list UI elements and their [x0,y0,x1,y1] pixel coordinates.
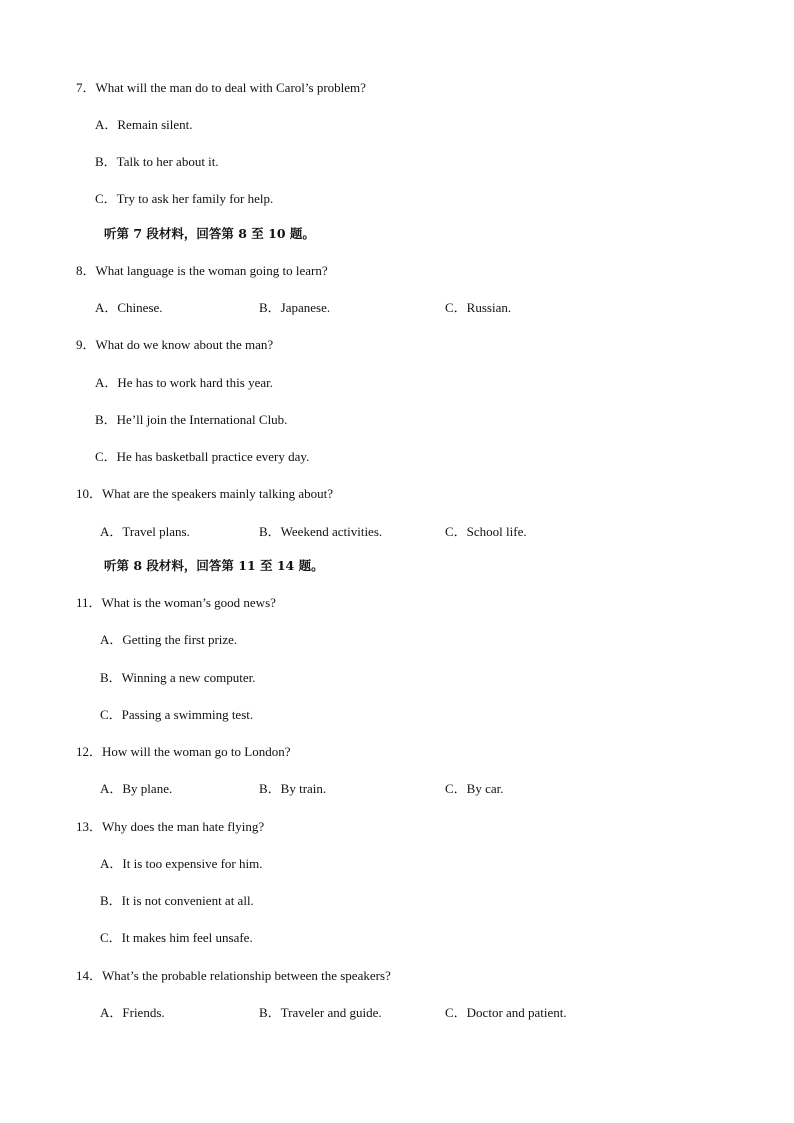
question-14-option-b: B．Traveler and guide. [259,1005,382,1020]
question-9-option-b: B．He’ll join the International Club. [95,412,288,427]
question-13: 13．Why does the man hate flying? [76,819,265,834]
question-8-option-b: B．Japanese. [259,300,331,315]
question-12-option-b: B．By train. [259,781,327,796]
question-8: 8．What language is the woman going to learn? [76,263,328,278]
section-heading-7: 听第 7 段材料，回答第 8 至 10 题。 [104,226,315,241]
question-10-option-a: A．Travel plans. [100,524,190,539]
question-11-option-a: A．Getting the first prize. [100,632,238,647]
question-14-option-a: A．Friends. [100,1005,165,1020]
question-14: 14．What’s the probable relationship between the speakers? [76,968,391,983]
question-8-option-a: A．Chinese. [95,300,163,315]
question-9: 9．What do we know about the man? [76,337,274,352]
question-12-option-c: C．By car. [445,781,504,796]
question-9-option-a: A．He has to work hard this year. [95,375,273,390]
question-14-option-c: C．Doctor and patient. [445,1005,567,1020]
question-13-option-b: B．It is not convenient at all. [100,893,254,908]
question-11-option-b: B．Winning a new computer. [100,670,256,685]
question-9-option-c: C．He has basketball practice every day. [95,449,310,464]
question-10-option-b: B．Weekend activities. [259,524,383,539]
question-13-option-a: A．It is too expensive for him. [100,856,263,871]
question-10-option-c: C．School life. [445,524,527,539]
question-12-option-a: A．By plane. [100,781,173,796]
question-11-option-c: C．Passing a swimming test. [100,707,254,722]
question-13-option-c: C．It makes him feel unsafe. [100,930,253,945]
question-7-option-b: B．Talk to her about it. [95,154,219,169]
question-12: 12．How will the woman go to London? [76,744,291,759]
section-heading-8: 听第 8 段材料，回答第 11 至 14 题。 [104,558,324,573]
question-10: 10．What are the speakers mainly talking about? [76,486,334,501]
question-7-option-c: C．Try to ask her family for help. [95,191,274,206]
question-8-option-c: C．Russian. [445,300,512,315]
question-7-option-a: A．Remain silent. [95,117,193,132]
question-11: 11．What is the woman’s good news? [76,595,276,610]
question-7: 7．What will the man do to deal with Carol’s problem? [76,80,366,95]
